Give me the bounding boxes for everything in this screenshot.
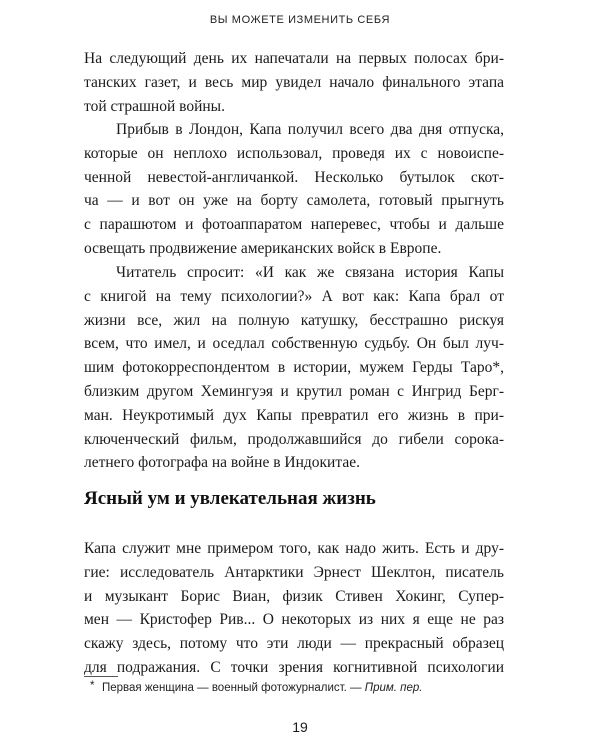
footnote-text: Первая женщина — военный фотожурналист. — xyxy=(102,682,365,694)
text-line: для подражания. С точки зрения когнитивной психологии xyxy=(84,658,504,676)
paragraph-3 xyxy=(84,261,504,475)
text-line: На следующий день их напечатали на первых полосах бри- xyxy=(84,50,504,67)
text-line: шим фотокорреспондентом в истории, мужем Герды Таро*, xyxy=(84,359,504,377)
text-line: той страшной войны. xyxy=(84,97,225,115)
text-line: ча — и вот он уже на борту самолета, готовый прыгнуть xyxy=(84,192,504,210)
text-line: всем, что имел, и оседлал собственную судьбу. Он был луч- xyxy=(84,335,504,353)
running-head: ВЫ МОЖЕТЕ ИЗМЕНИТЬ СЕБЯ xyxy=(209,14,391,26)
text-line: Читатель спросит: «И как же связана история Капы xyxy=(116,264,504,281)
page-number: 19 xyxy=(292,719,308,735)
text-line: близким другом Хемингуэя и крутил роман с Ингрид Берг- xyxy=(84,382,504,400)
text-line: танских газет, и весь мир увидел начало финального этапа xyxy=(84,73,504,91)
footnote-translator-note: Прим. пер. xyxy=(364,682,423,694)
footnote xyxy=(90,680,423,694)
text-line: которые он неплохо использовал, проведя их с новоиспе- xyxy=(84,144,504,162)
text-line: ман. Неукротимый дух Капы превратил его жизнь в при- xyxy=(84,406,504,424)
text-line: ченной невестой-англичанкой. Несколько бутылок скот- xyxy=(84,168,504,186)
text-line: Прибыв в Лондон, Капа получил всего два дня отпуска, xyxy=(116,121,504,138)
text-line: освещать продвижение американских войск в Европе. xyxy=(84,239,442,257)
section-heading: Ясный ум и увлекательная жизнь xyxy=(84,488,376,509)
text-line: жизни все, жил на полную катушку, бесстрашно рискуя xyxy=(84,311,504,329)
text-line: с книгой на тему психологии?» А вот как: Капа брал от xyxy=(84,287,504,305)
text-line: ключенческий фильм, продолжавшийся до гибели сорока- xyxy=(84,430,504,448)
paragraph-2 xyxy=(84,118,504,261)
footnote-marker: * xyxy=(90,680,95,692)
text-line: с парашютом и фотоаппаратом наперевес, чтобы и дальше xyxy=(84,216,504,234)
paragraph-1 xyxy=(84,47,504,118)
text-line: Капа служит мне примером того, как надо жить. Есть и дру- xyxy=(84,540,504,557)
footnote-rule xyxy=(84,676,118,677)
text-line: гие: исследователь Антарктики Эрнест Шеклтон, писатель xyxy=(84,563,504,581)
section-paragraph xyxy=(84,537,504,680)
text-line: скажу здесь, потому что эти люди — прекрасный образец xyxy=(84,635,504,653)
text-line: летнего фотографа на войне в Индокитае. xyxy=(84,454,360,472)
text-line: и музыкант Борис Виан, физик Стивен Хокинг, Супер- xyxy=(84,587,504,605)
text-line: мен — Кристофер Рив... О некоторых из них я еще не раз xyxy=(84,611,504,629)
